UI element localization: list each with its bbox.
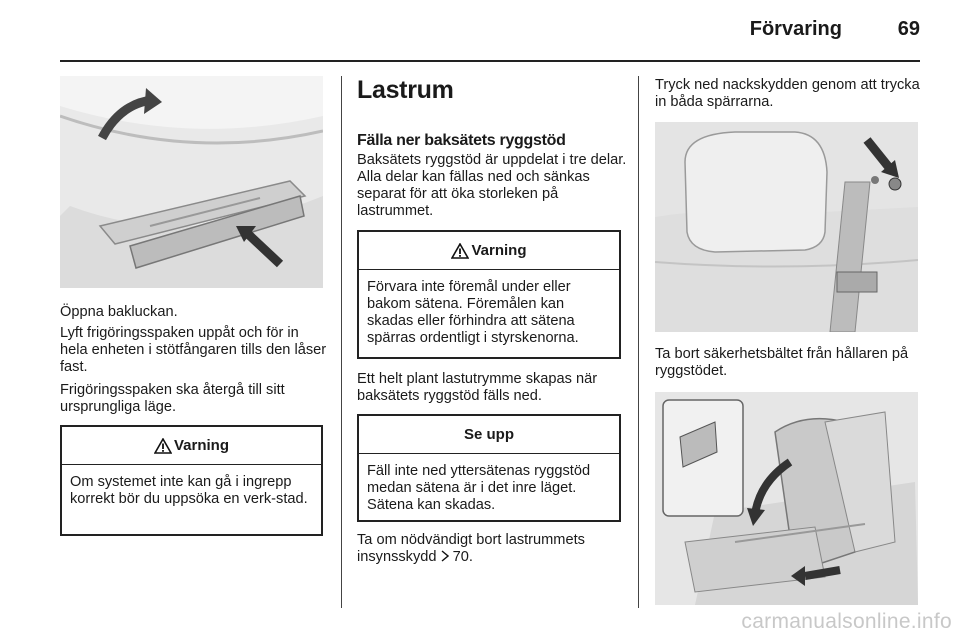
- caution-box-title: Se upp: [463, 426, 514, 443]
- paragraph-lever-return: Frigöringsspaken ska återgå till sitt ursprungliga läge.: [60, 382, 285, 415]
- page-number: 69: [897, 18, 920, 40]
- warning-triangle-icon: [451, 243, 469, 259]
- caution-box: [357, 414, 621, 522]
- warning-box-1: [60, 425, 323, 536]
- illustration-headrest: [655, 122, 918, 332]
- warning-box-1-header: [62, 427, 321, 465]
- paragraph-lift-lever: Lyft frigöringsspaken uppåt och för in hela enheten i stötfångaren tills den låser fast.: [60, 325, 327, 375]
- watermark: carmanualsonline.info: [741, 610, 952, 633]
- warning-box-2-text: Förvara inte föremål under eller bakom sätena. Föremålen kan skadas eller förhindra att sätena spärras ordentligt i styrskenorna.: [367, 279, 579, 346]
- header-divider: [60, 60, 920, 62]
- paragraph-remove-belt: Ta bort säkerhetsbältet från hållaren på ryggstödet.: [655, 346, 909, 379]
- warning-triangle-icon: [154, 438, 172, 454]
- illustration-bumper-release: [60, 76, 323, 288]
- warning-box-1-text: Om systemet inte kan gå i ingrepp korrekt bör du uppsöka en verk-stad.: [70, 474, 308, 507]
- headrest-illustration-svg: [655, 122, 918, 332]
- paragraph-flat-load: Ett helt plant lastutrymme skapas när baksätets ryggstöd fälls ned.: [357, 371, 598, 404]
- warning-box-2-header: [359, 232, 619, 270]
- belt-illustration-svg: [655, 392, 918, 605]
- illustration-belt-removal: [655, 392, 918, 605]
- subsection-title: Fälla ner baksätets ryggstöd: [357, 132, 566, 149]
- remove-cover-text: Ta om nödvändigt bort lastrummets insynsskydd: [357, 532, 585, 565]
- bumper-illustration-svg: [60, 76, 323, 288]
- caution-box-header: [359, 416, 619, 454]
- paragraph-remove-cover: [357, 532, 629, 566]
- paragraph-backrest-division: Baksätets ryggstöd är uppdelat i tre delar. Alla delar kan fällas ned och sänkas separat för att öka storleken på lastrummet.: [357, 152, 627, 219]
- column-divider-1: [341, 76, 342, 608]
- paragraph-open-tailgate: Öppna bakluckan.: [60, 304, 178, 320]
- warning-box-2-title: Varning: [471, 242, 527, 259]
- warning-box-1-title: Varning: [173, 437, 229, 454]
- section-title: Lastrum: [357, 76, 454, 104]
- caution-box-text: Fäll inte ned yttersätenas ryggstöd medan sätena är i det inre läget. Sätena kan skadas.: [367, 463, 591, 513]
- paragraph-press-headrest: Tryck ned nackskydden genom att trycka in båda spärrarna.: [655, 77, 920, 110]
- page-reference-arrow-icon: [441, 550, 449, 562]
- page-reference-link[interactable]: 70.: [452, 549, 473, 565]
- warning-box-2: [357, 230, 621, 359]
- column-divider-2: [638, 76, 639, 608]
- page-header-title: Förvaring: [749, 18, 842, 40]
